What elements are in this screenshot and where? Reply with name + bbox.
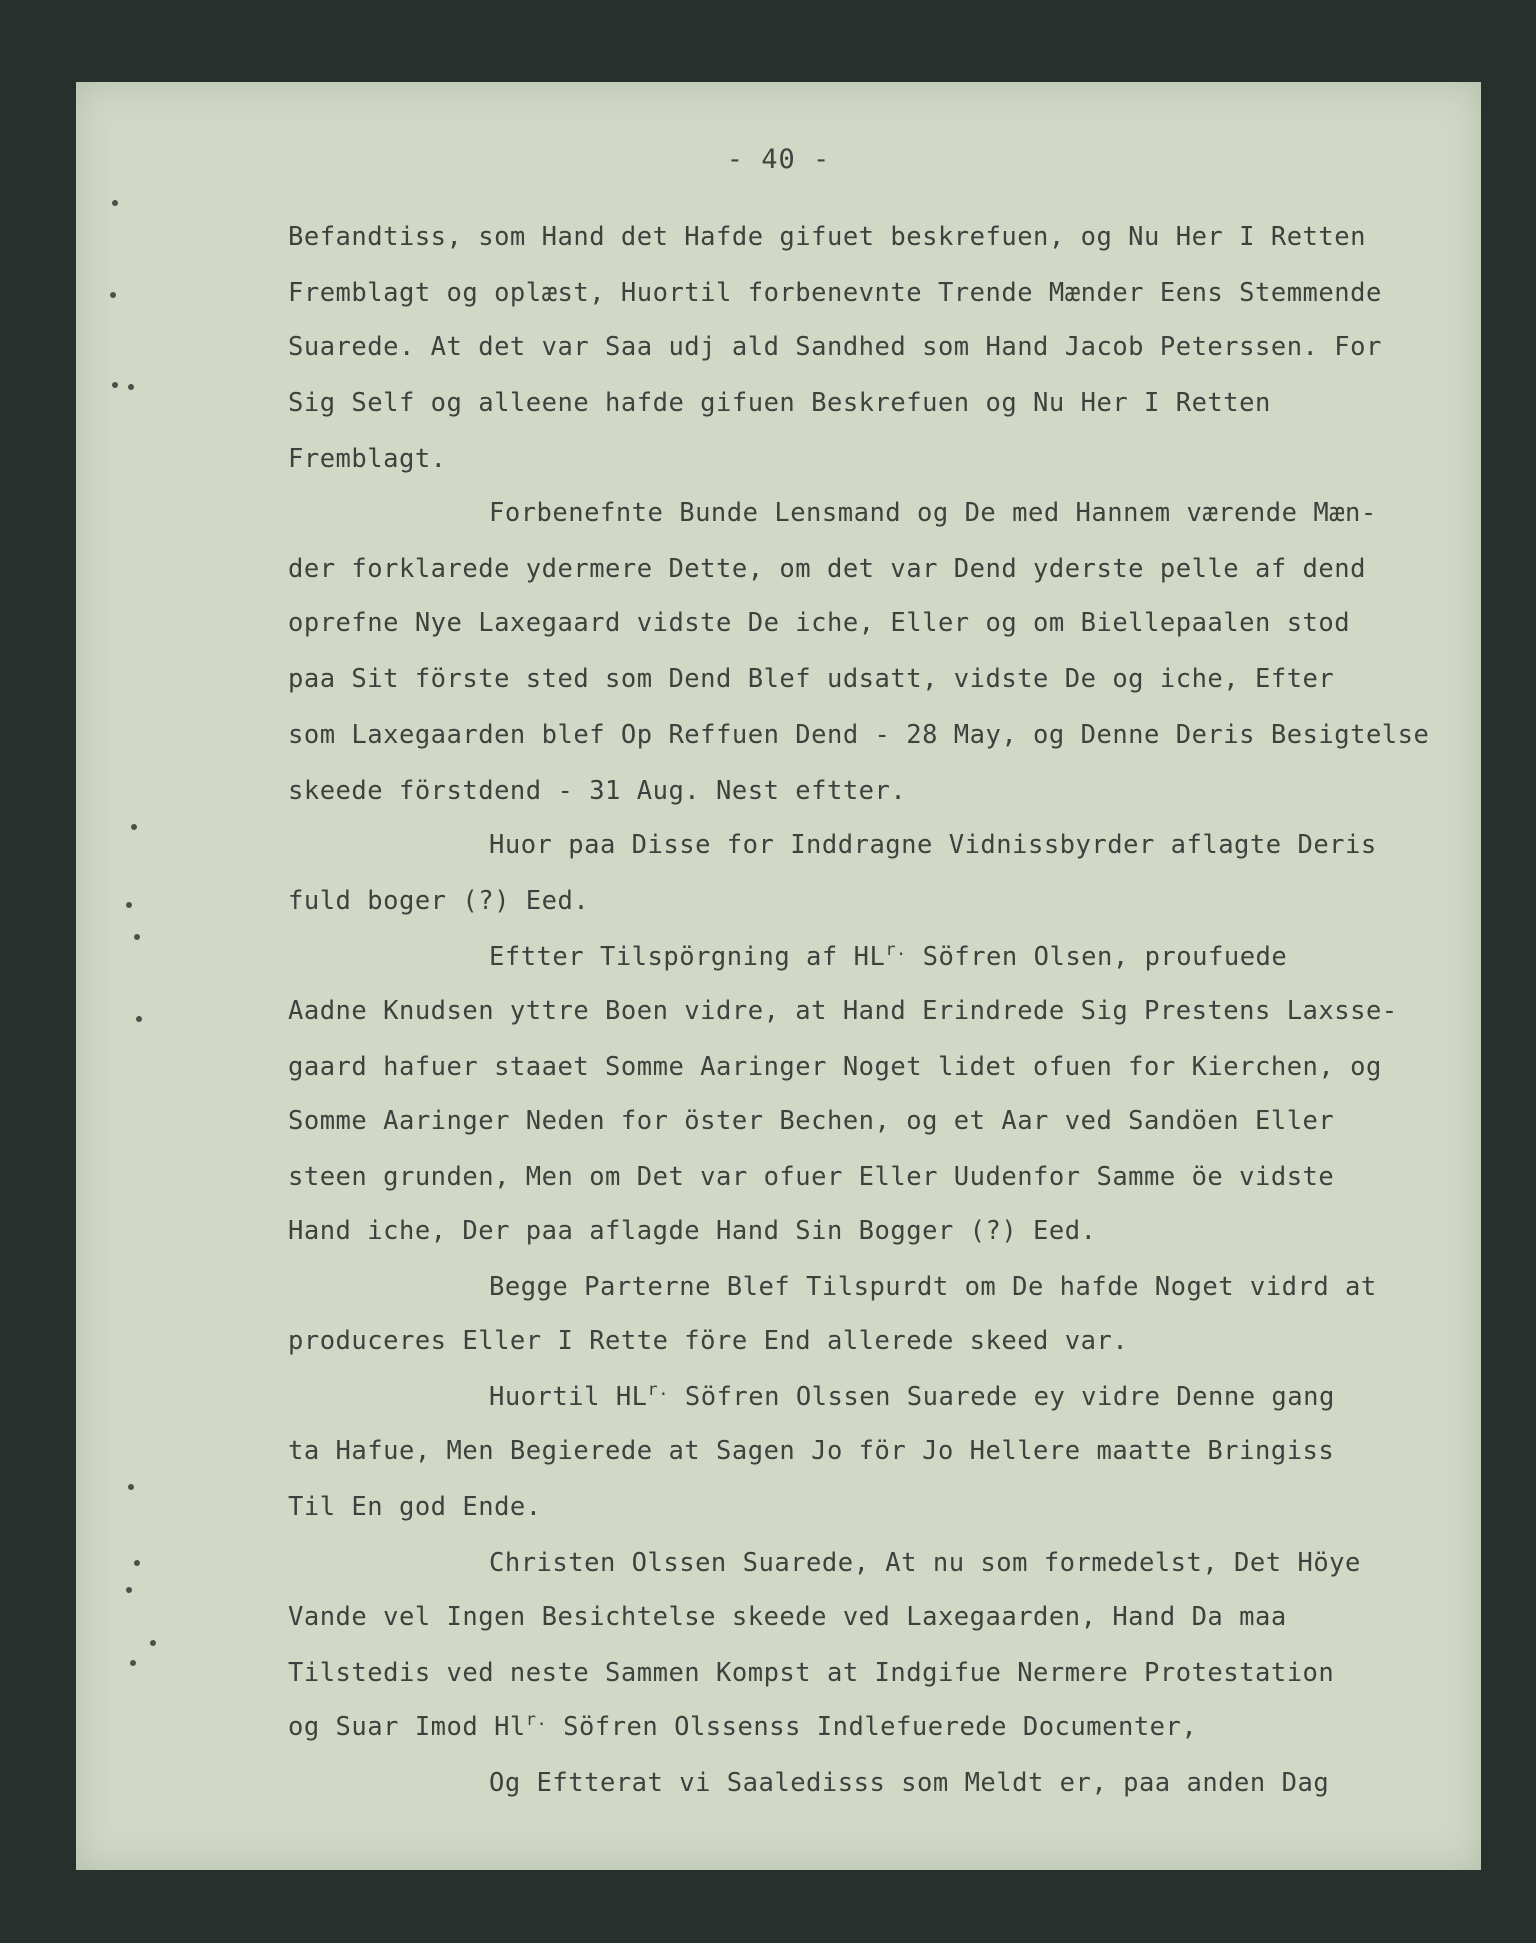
- text-line: steen grunden, Men om Det var ofuer Eller Uudenfor Samme öe vidste: [288, 1162, 1335, 1192]
- text-line: paa Sit förste sted som Dend Blef udsatt, vidste De og iche, Efter: [288, 664, 1335, 694]
- text-line: Suarede. At det var Saa udj ald Sandhed som Hand Jacob Peterssen. For: [288, 332, 1382, 362]
- punch-mark: [131, 824, 137, 830]
- document-page: [76, 82, 1481, 1870]
- text-line: Begge Parterne Blef Tilspurdt om De hafde Noget vidrd at: [489, 1272, 1377, 1302]
- punch-mark: [134, 1560, 140, 1566]
- punch-mark: [112, 200, 118, 206]
- punch-mark: [130, 1660, 136, 1666]
- text-line: Aadne Knudsen yttre Boen vidre, at Hand Erindrede Sig Prestens Laxsse-: [288, 996, 1398, 1026]
- text-line: der forklarede ydermere Dette, om det var Dend yderste pelle af dend: [288, 554, 1366, 584]
- text-line: ta Hafue, Men Begierede at Sagen Jo för Jo Hellere maatte Bringiss: [288, 1436, 1335, 1466]
- punch-mark: [128, 384, 134, 390]
- text-line: oprefne Nye Laxegaard vidste De iche, Eller og om Biellepaalen stod: [288, 608, 1351, 638]
- page-number: - 40 -: [726, 144, 831, 175]
- text-line: Tilstedis ved neste Sammen Kompst at Indgifue Nermere Protestation: [288, 1658, 1335, 1688]
- text-line: fuld boger (?) Eed.: [288, 886, 590, 916]
- punch-mark: [112, 382, 118, 388]
- text-line: Hand iche, Der paa aflagde Hand Sin Bogger (?) Eed.: [288, 1216, 1097, 1246]
- text-line: Fremblagt og oplæst, Huortil forbenevnte Trende Mænder Eens Stemmende: [288, 278, 1382, 308]
- text-line: Huor paa Disse for Inddragne Vidnissbyrder aflagte Deris: [489, 830, 1377, 860]
- punch-mark: [126, 902, 132, 908]
- punch-mark: [150, 1640, 156, 1646]
- text-line: produceres Eller I Rette före End allerede skeed var.: [288, 1326, 1129, 1356]
- text-line: Eftter Tilspörgning af $HL^{r.}$ Söfren Olsen, proufuede: [489, 940, 1288, 972]
- text-line: Fremblagt.: [288, 444, 447, 474]
- document-body: [76, 82, 1481, 1870]
- text-line: Somme Aaringer Neden for öster Bechen, og et Aar ved Sandöen Eller: [288, 1106, 1335, 1136]
- text-line: Sig Self og alleene hafde gifuen Beskrefuen og Nu Her I Retten: [288, 388, 1271, 418]
- text-line: skeede förstdend - 31 Aug. Nest eftter.: [288, 776, 907, 806]
- text-line: Huortil $HL^{r.}$ Söfren Olssen Suarede ey vidre Denne gang: [489, 1380, 1335, 1412]
- punch-mark: [136, 1016, 142, 1022]
- punch-mark: [126, 1587, 132, 1593]
- text-line: Forbenefnte Bunde Lensmand og De med Hannem værende Mæn-: [489, 498, 1377, 528]
- text-line: som Laxegaarden blef Op Reffuen Dend - 28 May, og Denne Deris Besigtelse: [288, 720, 1430, 750]
- punch-mark: [128, 1484, 134, 1490]
- text-line: Befandtiss, som Hand det Hafde gifuet beskrefuen, og Nu Her I Retten: [288, 222, 1366, 252]
- text-line: Og Eftterat vi Saaledisss som Meldt er, paa anden Dag: [489, 1768, 1330, 1798]
- punch-mark: [134, 934, 140, 940]
- text-line: gaard hafuer staaet Somme Aaringer Noget lidet ofuen for Kierchen, og: [288, 1052, 1382, 1082]
- text-line: Til En god Ende.: [288, 1492, 542, 1522]
- text-line: Vande vel Ingen Besichtelse skeede ved Laxegaarden, Hand Da maa: [288, 1602, 1287, 1632]
- punch-mark: [110, 292, 116, 298]
- text-line: og Suar Imod $Hl^{r.}$ Söfren Olssenss Indlefuerede Documenter,: [288, 1710, 1198, 1742]
- text-line: Christen Olssen Suarede, At nu som formedelst, Det Höye: [489, 1548, 1361, 1578]
